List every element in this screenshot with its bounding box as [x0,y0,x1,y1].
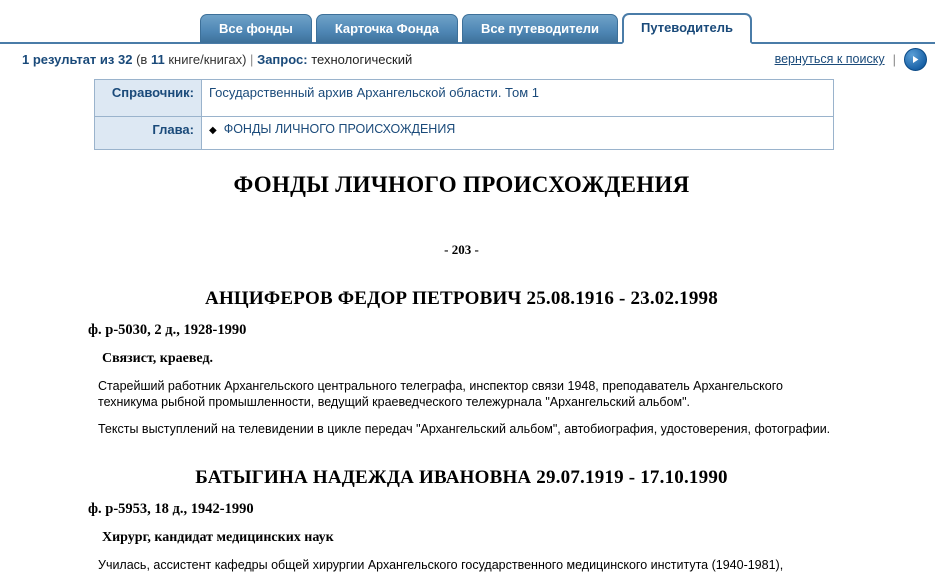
entry-name: АНЦИФЕРОВ ФЕДОР ПЕТРОВИЧ 25.08.1916 - 23.02.1998 [205,288,718,309]
search-actions [775,48,927,71]
entry-paragraph: Тексты выступлений на телевидении в цикле передач "Архангельский альбом", автобиография, удостоверения, фотографии. [98,422,831,436]
entry-paragraph: Старейший работник Архангельского центрального телеграфа, инспектор связи 1948, преподаватель Архангельского техникума рыбной промышленности, ведущий краеведческого тележурнала "Архангельский альбом". [98,379,783,409]
entry-name: БАТЫГИНА НАДЕЖДА ИВАНОВНА 29.07.1919 - 17.10.1990 [195,467,728,488]
tab-all-guides[interactable]: Все путеводители [462,14,618,43]
tab-guide[interactable]: Путеводитель [622,13,752,44]
actions-separator: | [892,51,896,67]
entry-role: Связист, краевед. [102,351,214,366]
entry-fund: ф. р-5953, 18 д., 1942-1990 [88,501,254,517]
books-label: книге/книгах) [168,51,247,67]
books-open-paren: (в [136,51,148,67]
arrow-right-icon[interactable] [904,48,927,71]
entry-record [88,288,835,437]
books-count: 11 [150,51,165,67]
tab-all-funds[interactable]: Все фонды [200,14,312,43]
tab-fund-card[interactable]: Карточка Фонда [316,14,458,43]
chapter-label: Глава: [95,117,202,150]
document-title: ФОНДЫ ЛИЧНОГО ПРОИСХОЖДЕНИЯ [233,172,690,197]
entry-record [88,467,835,573]
results-info-bar [0,44,935,71]
tab-bar [0,0,935,44]
info-separator: | [250,51,254,67]
tab-list [0,12,935,42]
chapter-row [95,117,834,150]
entry-fund: ф. р-5030, 2 д., 1928-1990 [88,322,247,338]
entry-paragraph: Училась, ассистент кафедры общей хирургии Архангельского государственного медицинского института (1940-1981), [98,558,784,572]
chapter-link[interactable]: ФОНДЫ ЛИЧНОГО ПРОИСХОЖДЕНИЯ [223,122,456,136]
chapter-value-cell [202,117,834,150]
results-summary [22,52,412,67]
result-count-label: результат из [32,51,115,67]
reference-value: Государственный архив Архангельской области. Том 1 [202,80,834,117]
query-value: технологический [311,51,413,67]
entry-role: Хирург, кандидат медицинских наук [102,530,334,545]
diamond-bullet-icon: ◆ [209,125,217,136]
document-body [0,172,935,573]
back-to-search-link[interactable]: вернуться к поиску [774,52,885,66]
page-number: - 203 - [444,242,479,257]
result-total: 32 [118,51,133,67]
reference-label: Справочник: [95,80,202,117]
reference-row [95,80,834,117]
result-count: 1 [22,51,30,67]
guide-header-table [94,79,834,150]
query-label: Запрос: [257,51,308,67]
